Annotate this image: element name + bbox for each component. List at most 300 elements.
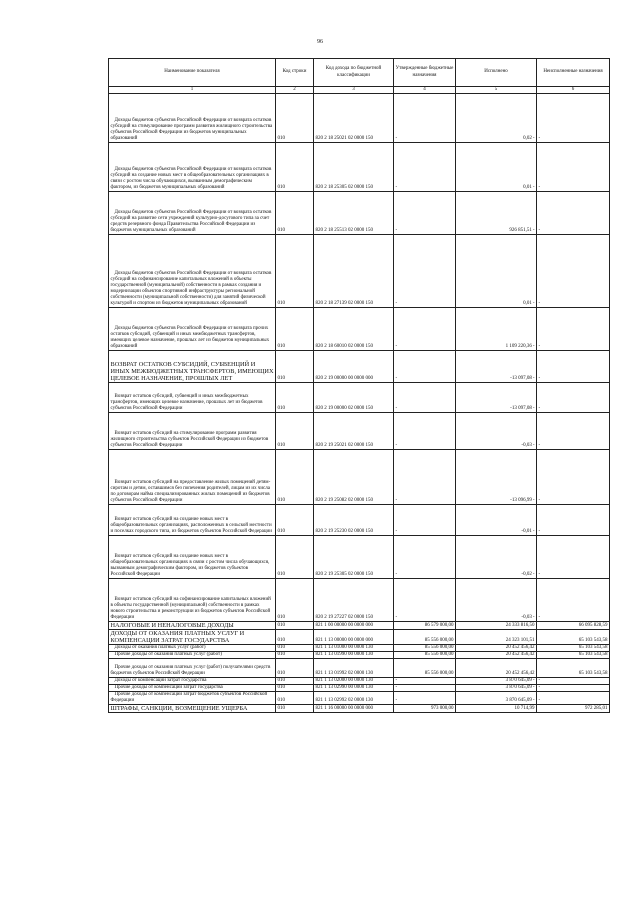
row-executed-text: 24 323 101,51 (505, 637, 535, 643)
row-budget-code-text: 820 2 18 60010 02 0000 150 (315, 343, 373, 349)
row-approved (394, 659, 456, 678)
row-budget-code (314, 351, 394, 383)
row-name-text: НАЛОГОВЫЕ И НЕНАЛОГОВЫЕ ДОХОДЫ (110, 622, 234, 629)
revenue-report-table (108, 58, 610, 713)
row-line-code-text: 010 (277, 678, 285, 684)
row-name (109, 383, 276, 413)
column-number: 4 (394, 87, 456, 94)
row-executed-text: 0,01 (523, 300, 532, 306)
row-executed (456, 192, 537, 235)
row-line-code-text: 010 (277, 227, 285, 233)
table-row (109, 308, 610, 351)
table-row (109, 505, 610, 536)
row-line-code-text: 010 (277, 622, 285, 628)
table-row (109, 536, 610, 579)
row-unexecuted (537, 308, 610, 351)
header-approved: Утвержденные бюджетные назначения (394, 59, 456, 87)
row-unexecuted (537, 622, 610, 630)
row-executed-text: -13 097,08 (510, 375, 532, 381)
row-approved-text: - (395, 614, 398, 620)
row-line-code (276, 705, 314, 713)
row-line-code-text: 010 (277, 497, 285, 503)
row-line-code-text: 010 (277, 135, 285, 141)
executed-suffix: - (532, 571, 535, 577)
row-name (109, 308, 276, 351)
executed-suffix: - (532, 343, 535, 349)
row-budget-code (314, 505, 394, 536)
row-unexecuted (537, 705, 610, 713)
row-unexecuted (537, 645, 610, 652)
row-unexecuted-text: 65 103 543,58 (578, 637, 608, 643)
row-approved (394, 351, 456, 383)
row-line-code (276, 143, 314, 192)
row-approved (394, 630, 456, 645)
row-budget-code (314, 685, 394, 692)
executed-suffix: - (532, 614, 535, 620)
row-line-code (276, 308, 314, 351)
row-executed (456, 505, 537, 536)
executed-suffix: - (532, 528, 535, 534)
row-budget-code (314, 413, 394, 450)
row-budget-code-text: 820 2 18 25305 02 0000 150 (315, 184, 373, 190)
row-budget-code (314, 143, 394, 192)
executed-suffix: - (532, 405, 535, 411)
row-budget-code (314, 450, 394, 505)
row-executed-text: 3 870 645,09 (505, 678, 532, 684)
row-executed (456, 622, 537, 630)
row-budget-code-text: 821 1 16 00000 00 0000 000 (315, 706, 373, 712)
row-executed (456, 685, 537, 692)
row-name (109, 450, 276, 505)
table-row (109, 622, 610, 630)
row-budget-code (314, 659, 394, 678)
row-executed (456, 308, 537, 351)
row-unexecuted (537, 505, 610, 536)
row-budget-code (314, 705, 394, 713)
row-unexecuted-text: - (538, 497, 541, 503)
row-budget-code-text: 820 2 19 25082 02 0000 150 (315, 497, 373, 503)
row-unexecuted (537, 678, 610, 685)
row-approved (394, 143, 456, 192)
table-row (109, 94, 610, 143)
column-number: 1 (109, 87, 276, 94)
row-name (109, 630, 276, 645)
row-executed (456, 450, 537, 505)
row-unexecuted-text: - (538, 528, 541, 534)
row-executed-text: 0,01 (523, 184, 532, 190)
row-name (109, 692, 276, 705)
row-name (109, 705, 276, 713)
table-row (109, 659, 610, 678)
row-approved-text: 85 556 000,00 (424, 652, 454, 658)
row-line-code-text: 010 (277, 405, 285, 411)
row-line-code (276, 235, 314, 308)
row-budget-code (314, 308, 394, 351)
row-unexecuted (537, 685, 610, 692)
row-approved (394, 652, 456, 659)
row-budget-code (314, 678, 394, 685)
row-line-code (276, 630, 314, 645)
row-unexecuted (537, 579, 610, 622)
table-row (109, 678, 610, 685)
row-approved-text: - (395, 184, 398, 190)
row-executed (456, 645, 537, 652)
row-unexecuted (537, 94, 610, 143)
row-name (109, 652, 276, 659)
row-budget-code (314, 652, 394, 659)
row-line-code (276, 413, 314, 450)
table-row (109, 630, 610, 645)
row-budget-code-text: 821 1 13 01000 00 0000 130 (315, 645, 373, 650)
row-executed (456, 143, 537, 192)
row-unexecuted-text: - (538, 685, 541, 691)
row-name-text: Доходы бюджетов субъектов Российской Федерации от возврата прочих остатков субсидий, субвенций и иных межбюджетных трансфертов, имеющих целевое назначение, прошлых лет из бюджетов муниципальных образований (110, 325, 270, 349)
row-line-code-text: 010 (277, 528, 285, 534)
row-approved (394, 235, 456, 308)
table-row (109, 579, 610, 622)
row-name-text: Возврат остатков субсидий на предоставление жилых помещений детям-сиротам и детям, оставшимся без попечения родителей, лицам из их числа по договорам найма специализированных жилых помещений из бюджетов субъектов Российской Федерации (110, 479, 271, 503)
row-executed (456, 579, 537, 622)
row-unexecuted-text: - (538, 405, 541, 411)
row-unexecuted-text: 65 103 543,58 (578, 652, 608, 658)
row-line-code-text: 010 (277, 614, 285, 620)
row-name (109, 94, 276, 143)
header-executed: Исполнено (456, 59, 537, 87)
row-executed (456, 678, 537, 685)
row-approved-text: - (395, 685, 398, 691)
row-line-code-text: 010 (277, 375, 285, 381)
row-name (109, 678, 276, 685)
row-unexecuted-text: - (538, 227, 541, 233)
row-line-code (276, 685, 314, 692)
row-line-code-text: 010 (277, 652, 285, 658)
row-unexecuted (537, 652, 610, 659)
row-line-code (276, 505, 314, 536)
row-budget-code-text: 820 2 19 25021 02 0000 150 (315, 442, 373, 448)
row-approved-text: - (395, 405, 398, 411)
column-number: 6 (537, 87, 610, 94)
row-approved-text: - (395, 528, 398, 534)
row-budget-code (314, 536, 394, 579)
row-unexecuted (537, 143, 610, 192)
row-executed-text: -0,01 (521, 528, 532, 534)
row-approved (394, 308, 456, 351)
row-budget-code-text: 820 2 19 25230 02 0000 150 (315, 528, 373, 534)
row-budget-code (314, 94, 394, 143)
row-approved (394, 413, 456, 450)
row-name (109, 685, 276, 692)
row-budget-code-text: 820 2 19 27227 02 0000 150 (315, 614, 373, 620)
row-line-code-text: 010 (277, 300, 285, 306)
row-name-text: ДОХОДЫ ОТ ОКАЗАНИЯ ПЛАТНЫХ УСЛУГ И КОМПЕНСАЦИИ ЗАТРАТ ГОСУДАРСТВА (110, 630, 245, 644)
column-number-row (109, 87, 610, 94)
column-number: 3 (314, 87, 394, 94)
row-line-code-text: 010 (277, 685, 285, 691)
row-executed (456, 536, 537, 579)
row-unexecuted (537, 692, 610, 705)
row-name (109, 351, 276, 383)
row-name (109, 659, 276, 678)
row-executed-text: 1 109 220,36 (505, 343, 532, 349)
row-budget-code-text: 820 2 18 27139 02 0000 150 (315, 300, 373, 306)
table-row (109, 685, 610, 692)
row-approved-text: - (395, 442, 398, 448)
row-name (109, 536, 276, 579)
table-row (109, 652, 610, 659)
row-budget-code (314, 579, 394, 622)
row-name (109, 579, 276, 622)
row-line-code (276, 94, 314, 143)
row-budget-code (314, 630, 394, 645)
executed-suffix: - (532, 300, 535, 306)
row-unexecuted-text: - (538, 300, 541, 306)
row-approved-text: 86 579 000,00 (424, 622, 454, 628)
table-row (109, 450, 610, 505)
row-unexecuted-text: - (538, 571, 541, 577)
row-approved (394, 685, 456, 692)
table-body (109, 94, 610, 713)
row-approved (394, 678, 456, 685)
row-line-code-text: 010 (277, 698, 285, 704)
row-unexecuted (537, 413, 610, 450)
row-name-text: Доходы от оказания платных услуг (работ) (114, 645, 206, 650)
table-row (109, 413, 610, 450)
row-unexecuted-text: 65 103 543,58 (578, 645, 608, 650)
row-unexecuted-text: 972 285,01 (585, 706, 608, 712)
row-line-code (276, 692, 314, 705)
row-line-code (276, 678, 314, 685)
executed-suffix: - (532, 685, 535, 691)
executed-suffix: - (532, 442, 535, 448)
row-line-code-text: 010 (277, 571, 285, 577)
row-name-text: Возврат остатков субсидий на стимулирование программ развития жилищного строительства субъектов Российской Федерации из бюджетов субъектов Российской Федерации (110, 430, 269, 448)
row-approved-text: - (395, 135, 398, 141)
row-unexecuted-text: - (538, 614, 541, 620)
row-approved-text: - (395, 571, 398, 577)
row-unexecuted-text: - (538, 442, 541, 448)
row-executed (456, 659, 537, 678)
row-approved (394, 192, 456, 235)
row-approved (394, 692, 456, 705)
row-line-code (276, 645, 314, 652)
table-row (109, 351, 610, 383)
row-approved-text: - (395, 375, 398, 381)
executed-suffix: - (532, 678, 535, 684)
table-row (109, 645, 610, 652)
row-approved (394, 536, 456, 579)
row-name (109, 143, 276, 192)
row-executed-text: -0,03 (521, 442, 532, 448)
row-approved (394, 579, 456, 622)
row-unexecuted-text: - (538, 678, 541, 684)
row-executed (456, 413, 537, 450)
row-budget-code-text: 820 2 18 25513 02 0000 150 (315, 227, 373, 233)
row-budget-code (314, 192, 394, 235)
row-unexecuted (537, 659, 610, 678)
row-executed (456, 692, 537, 705)
table-row (109, 143, 610, 192)
row-name (109, 505, 276, 536)
row-name (109, 645, 276, 652)
header-row (109, 59, 610, 87)
row-line-code-text: 010 (277, 706, 285, 712)
row-name-text: Прочие доходы от оказания платных услуг (работ) получателями средств бюджетов субъектов Российской Федерации (110, 665, 271, 677)
row-budget-code-text: 821 1 13 00000 00 0000 000 (315, 637, 373, 643)
row-name-text: ШТРАФЫ, САНКЦИИ, ВОЗМЕЩЕНИЕ УЩЕРБА (110, 705, 248, 713)
row-approved-text: - (395, 698, 398, 704)
table-row (109, 383, 610, 413)
row-approved-text: 85 556 000,00 (424, 637, 454, 643)
row-unexecuted (537, 450, 610, 505)
header-name: Наименование показателя (109, 59, 276, 87)
table-row (109, 692, 610, 705)
row-executed (456, 235, 537, 308)
executed-suffix: - (532, 497, 535, 503)
row-unexecuted-text: 65 103 543,58 (578, 671, 608, 677)
row-approved (394, 622, 456, 630)
row-name-text: Прочие доходы от оказания платных услуг (работ) (114, 652, 222, 658)
row-name-text: Возврат остатков субсидий на создание новых мест в общеобразовательных организациях, расположенных в сельской местности и поселках городского типа, из бюджетов субъектов Российской Федерации (110, 516, 272, 534)
row-budget-code-text: 821 1 13 02992 02 0000 130 (315, 698, 373, 704)
row-budget-code (314, 645, 394, 652)
row-budget-code-text: 820 2 18 25021 02 0000 150 (315, 135, 373, 141)
row-approved-text: - (395, 678, 398, 684)
row-name-text: Доходы бюджетов субъектов Российской Федерации от возврата остатков субсидий на софинансирование капитальных вложений в объекты государственной (муниципальной) собственности в рамках создания и модернизации объектов спортивной инфраструктуры региональной собственности (муниципальной собственности) для занятий физической культурой и спортом из бюджетов муниципальных образований (110, 270, 272, 306)
row-executed (456, 652, 537, 659)
row-name-text: Возврат остатков субсидий на софинансирование капитальных вложений в объекты государственной (муниципальной) собственности в рамках нового строительства и реконструкции из бюджетов субъектов Российской Федерации (110, 596, 271, 620)
row-executed-text: 3 870 645,09 (505, 698, 532, 704)
table-row (109, 192, 610, 235)
row-unexecuted (537, 383, 610, 413)
row-approved (394, 383, 456, 413)
row-budget-code (314, 692, 394, 705)
row-name-text: Прочие доходы от компенсации затрат государства (114, 685, 223, 691)
row-line-code (276, 450, 314, 505)
row-name (109, 622, 276, 630)
row-budget-code-text: 820 2 19 00000 00 0000 000 (315, 375, 373, 381)
table-row (109, 235, 610, 308)
row-unexecuted (537, 351, 610, 383)
row-unexecuted (537, 235, 610, 308)
row-name-text: ВОЗВРАТ ОСТАТКОВ СУБСИДИЙ, СУБВЕНЦИЙ И ИНЫХ МЕЖБЮДЖЕТНЫХ ТРАНСФЕРТОВ, ИМЕЮЩИХ ЦЕЛЕВОЕ НАЗНАЧЕНИЕ, ПРОШЛЫХ ЛЕТ (110, 361, 274, 382)
row-executed-text: -0,03 (521, 614, 532, 620)
row-line-code-text: 010 (277, 442, 285, 448)
column-number: 2 (276, 87, 314, 94)
row-executed (456, 705, 537, 713)
row-line-code (276, 622, 314, 630)
row-budget-code (314, 383, 394, 413)
row-name (109, 192, 276, 235)
row-executed-text: 24 333 816,50 (505, 622, 535, 628)
row-name-text: Доходы бюджетов субъектов Российской Федерации от возврата остатков субсидий на стимулирование программ развития жилищного строительства субъектов Российской Федерации из бюджетов муниципальных образований (110, 117, 273, 141)
row-budget-code-text: 821 1 13 02000 00 0000 130 (315, 678, 373, 684)
row-executed-text: 0,02 (523, 135, 532, 141)
column-number: 5 (456, 87, 537, 94)
row-unexecuted (537, 536, 610, 579)
row-unexecuted-text: - (538, 375, 541, 381)
row-approved-text: 85 556 000,00 (424, 671, 454, 677)
row-approved (394, 645, 456, 652)
row-unexecuted (537, 630, 610, 645)
row-line-code-text: 010 (277, 184, 285, 190)
row-approved (394, 450, 456, 505)
row-budget-code-text: 821 1 13 01992 02 0000 130 (315, 671, 373, 677)
row-executed (456, 630, 537, 645)
row-name-text: Доходы от компенсации затрат государства (114, 678, 207, 684)
row-executed-text: 10 714,99 (514, 706, 535, 712)
row-name-text: Возврат остатков субсидий на создание новых мест в общеобразовательных организациях в связи с ростом числа обучающихся, вызванным демографическим фактором, из бюджетов субъектов Российской Федерации (110, 553, 270, 577)
row-executed-text: 3 870 645,09 (505, 685, 532, 691)
row-line-code (276, 192, 314, 235)
page-number: 96 (317, 39, 323, 45)
row-unexecuted-text: - (538, 135, 541, 141)
executed-suffix: - (532, 227, 535, 233)
row-unexecuted-text: - (538, 343, 541, 349)
row-line-code-text: 010 (277, 637, 285, 643)
header-unexecuted: Неисполненные назначения (537, 59, 610, 87)
row-line-code-text: 010 (277, 671, 285, 677)
executed-suffix: - (532, 135, 535, 141)
row-line-code (276, 536, 314, 579)
row-approved-text: - (395, 300, 398, 306)
table-row (109, 705, 610, 713)
row-executed-text: -13 096,99 (510, 497, 532, 503)
row-line-code (276, 383, 314, 413)
row-line-code-text: 010 (277, 343, 285, 349)
row-executed-text: -13 097,08 (510, 405, 532, 411)
row-name-text: Доходы бюджетов субъектов Российской Федерации от возврата остатков субсидий на развитие сети учреждений культурно-досугового типа за счет средств резервного фонда Правительства Российской Федерации из бюджетов муниципальных образований (110, 209, 272, 233)
executed-suffix: - (532, 375, 535, 381)
row-line-code (276, 659, 314, 678)
row-line-code (276, 652, 314, 659)
row-name-text: Возврат остатков субсидий, субвенций и иных межбюджетных трансфертов, имеющих целевое назначение, прошлых лет из бюджетов субъектов Российской Федерации (110, 393, 263, 411)
row-approved (394, 705, 456, 713)
executed-suffix: - (532, 184, 535, 190)
row-approved-text: - (395, 497, 398, 503)
row-name (109, 413, 276, 450)
row-executed (456, 351, 537, 383)
row-unexecuted-text: - (538, 698, 541, 704)
row-executed-text: 20 452 456,42 (505, 671, 535, 677)
row-executed-text: 926 851,51 (509, 227, 532, 233)
row-approved (394, 94, 456, 143)
row-approved-text: - (395, 227, 398, 233)
row-unexecuted-text: - (538, 184, 541, 190)
row-approved-text: 85 556 000,00 (424, 645, 454, 650)
header-line-code: Код строки (276, 59, 314, 87)
row-budget-code-text: 820 2 19 00000 02 0000 150 (315, 405, 373, 411)
row-unexecuted-text: 66 095 828,59 (578, 622, 608, 628)
header-budget-code: Код дохода по бюджетной классификации (314, 59, 394, 87)
row-executed-text: 20 452 456,42 (505, 645, 535, 650)
row-budget-code-text: 821 1 00 00000 00 0000 000 (315, 622, 373, 628)
row-executed-text: -0,02 (521, 571, 532, 577)
row-budget-code (314, 235, 394, 308)
row-executed (456, 383, 537, 413)
row-approved-text: 973 000,00 (431, 706, 454, 712)
row-approved (394, 505, 456, 536)
row-line-code (276, 579, 314, 622)
row-budget-code (314, 622, 394, 630)
row-unexecuted (537, 192, 610, 235)
row-executed-text: 20 452 456,42 (505, 652, 535, 658)
row-budget-code-text: 820 2 19 25305 02 0000 150 (315, 571, 373, 577)
row-name-text: Доходы бюджетов субъектов Российской Федерации от возврата остатков субсидий на создание новых мест в общеобразовательных организациях в связи с ростом числа обучающихся, вызванным демографическим фактором, из бюджетов муниципальных образований (110, 166, 272, 190)
row-line-code (276, 351, 314, 383)
row-approved-text: - (395, 343, 398, 349)
row-name-text: Прочие доходы от компенсации затрат бюджетов субъектов Российской Федерации (110, 692, 268, 704)
row-budget-code-text: 821 1 13 02990 00 0000 130 (315, 685, 373, 691)
